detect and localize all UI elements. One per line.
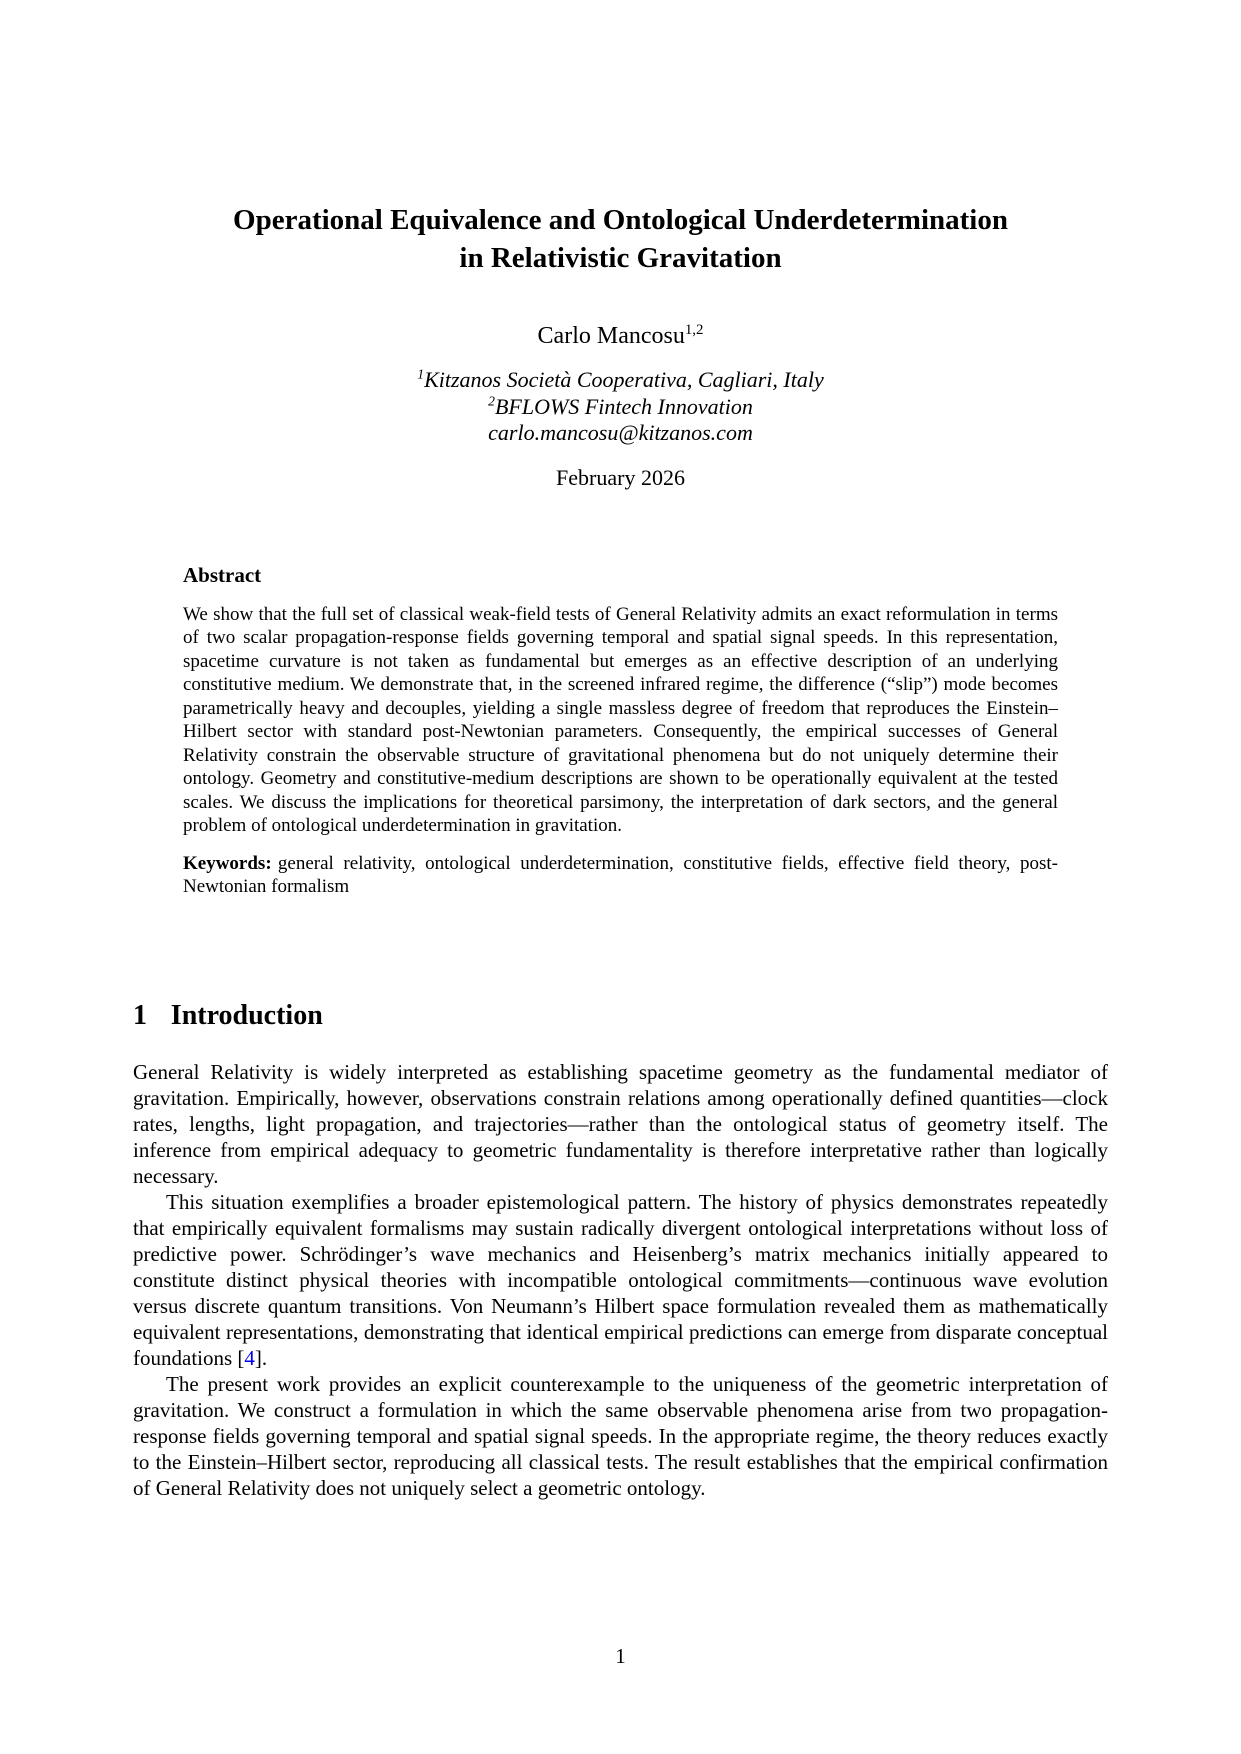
author-name: Carlo Mancosu <box>537 323 685 349</box>
section-title: Introduction <box>170 999 323 1031</box>
keywords-list: general relativity, ontological underdetermination, constitutive fields, effective field theory, post-Newtonian formalism <box>183 852 1058 897</box>
author-email: carlo.mancosu@kitzanos.com <box>488 420 753 445</box>
text-block <box>133 201 1108 1501</box>
affiliation-1-text: Kitzanos Società Cooperativa, Cagliari, Italy <box>424 367 824 392</box>
introduction-section <box>133 999 1108 1501</box>
affiliations-block <box>133 367 1108 447</box>
paper-title-line-2: in Relativistic Gravitation <box>459 242 782 274</box>
affiliation-2-marker: 2 <box>488 393 495 409</box>
abstract-section <box>133 563 1108 899</box>
affiliation-1 <box>133 367 1108 394</box>
abstract-heading: Abstract <box>183 562 262 587</box>
affiliation-2-text: BFLOWS Fintech Innovation <box>494 393 753 419</box>
paper-title-line-1: Operational Equivalence and Ontological Underdetermination <box>233 204 1008 236</box>
intro-paragraph-3: The present work provides an explicit counterexample to the uniqueness of the geometric interpretation of gravitation. We construct a formulation in which the same observable phenomena arise from two propagation-response fields governing temporal and spatial signal speeds. In the appropriate regime, the theory reduces exactly to the Einstein–Hilbert sector, reproducing all classical tests. The result establishes that the empirical confirmation of General Relativity does not uniquely select a geometric ontology. <box>133 1371 1108 1500</box>
affiliation-2 <box>133 394 1108 421</box>
section-heading-introduction <box>133 999 1108 1033</box>
paper-date: February 2026 <box>556 464 685 490</box>
intro-paragraph-2 <box>133 1189 1108 1371</box>
keywords-line <box>183 852 1058 899</box>
intro-paragraph-2-text: This situation exemplifies a broader epistemological pattern. The history of physics demonstrates repeatedly that empirically equivalent formalisms may sustain radically divergent ontological interpretations without loss of predictive power. Schrödinger’s wave mechanics and Heisenberg’s matrix mechanics initially appeared to constitute distinct physical theories with incompatible ontological commitments—continuous wave evolution versus discrete quantum transitions. Von Neumann’s Hilbert space formulation revealed them as mathematically equivalent representations, demonstrating that identical empirical predictions can emerge from disparate conceptual foundations [ <box>133 1189 1108 1370</box>
author-affiliation-marks: 1,2 <box>684 322 704 338</box>
affiliation-1-marker: 1 <box>417 366 425 382</box>
keywords-label: Keywords: <box>183 852 272 874</box>
page-number: 1 <box>615 1644 626 1668</box>
citation-link-4[interactable]: 4 <box>244 1345 255 1370</box>
intro-paragraph-1: General Relativity is widely interpreted as establishing spacetime geometry as the fundamental mediator of gravitation. Empirically, however, observations constrain relations among operationally defined quantities—clock rates, lengths, light propagation, and trajectories—rather than the ontological status of geometry itself. The inference from empirical adequacy to geometric fundamentality is therefore interpretative rather than logically necessary. <box>133 1059 1108 1188</box>
intro-paragraph-2-end: ]. <box>254 1345 268 1370</box>
paper-title <box>133 201 1108 277</box>
abstract-text: We show that the full set of classical weak-field tests of General Relativity admits an exact reformulation in terms of two scalar propagation-response fields governing temporal and spatial signal speeds. In this representation, spacetime curvature is not taken as fundamental but emerges as an effective description of an underlying constitutive medium. We demonstrate that, in the screened infrared regime, the difference (“slip”) mode becomes parametrically heavy and decouples, yielding a single massless degree of freedom that reproduces the Einstein–Hilbert sector with standard post-Newtonian parameters. Consequently, the empirical successes of General Relativity constrain the observable structure of gravitational phenomena but do not uniquely determine their ontology. Geometry and constitutive-medium descriptions are shown to be operationally equivalent at the tested scales. We discuss the implications for theoretical parsimony, the interpretation of dark sectors, and the general problem of ontological underdetermination in gravitation. <box>183 603 1058 836</box>
section-number: 1 <box>133 999 147 1031</box>
author-line <box>133 323 1108 350</box>
paper-header <box>133 201 1108 491</box>
